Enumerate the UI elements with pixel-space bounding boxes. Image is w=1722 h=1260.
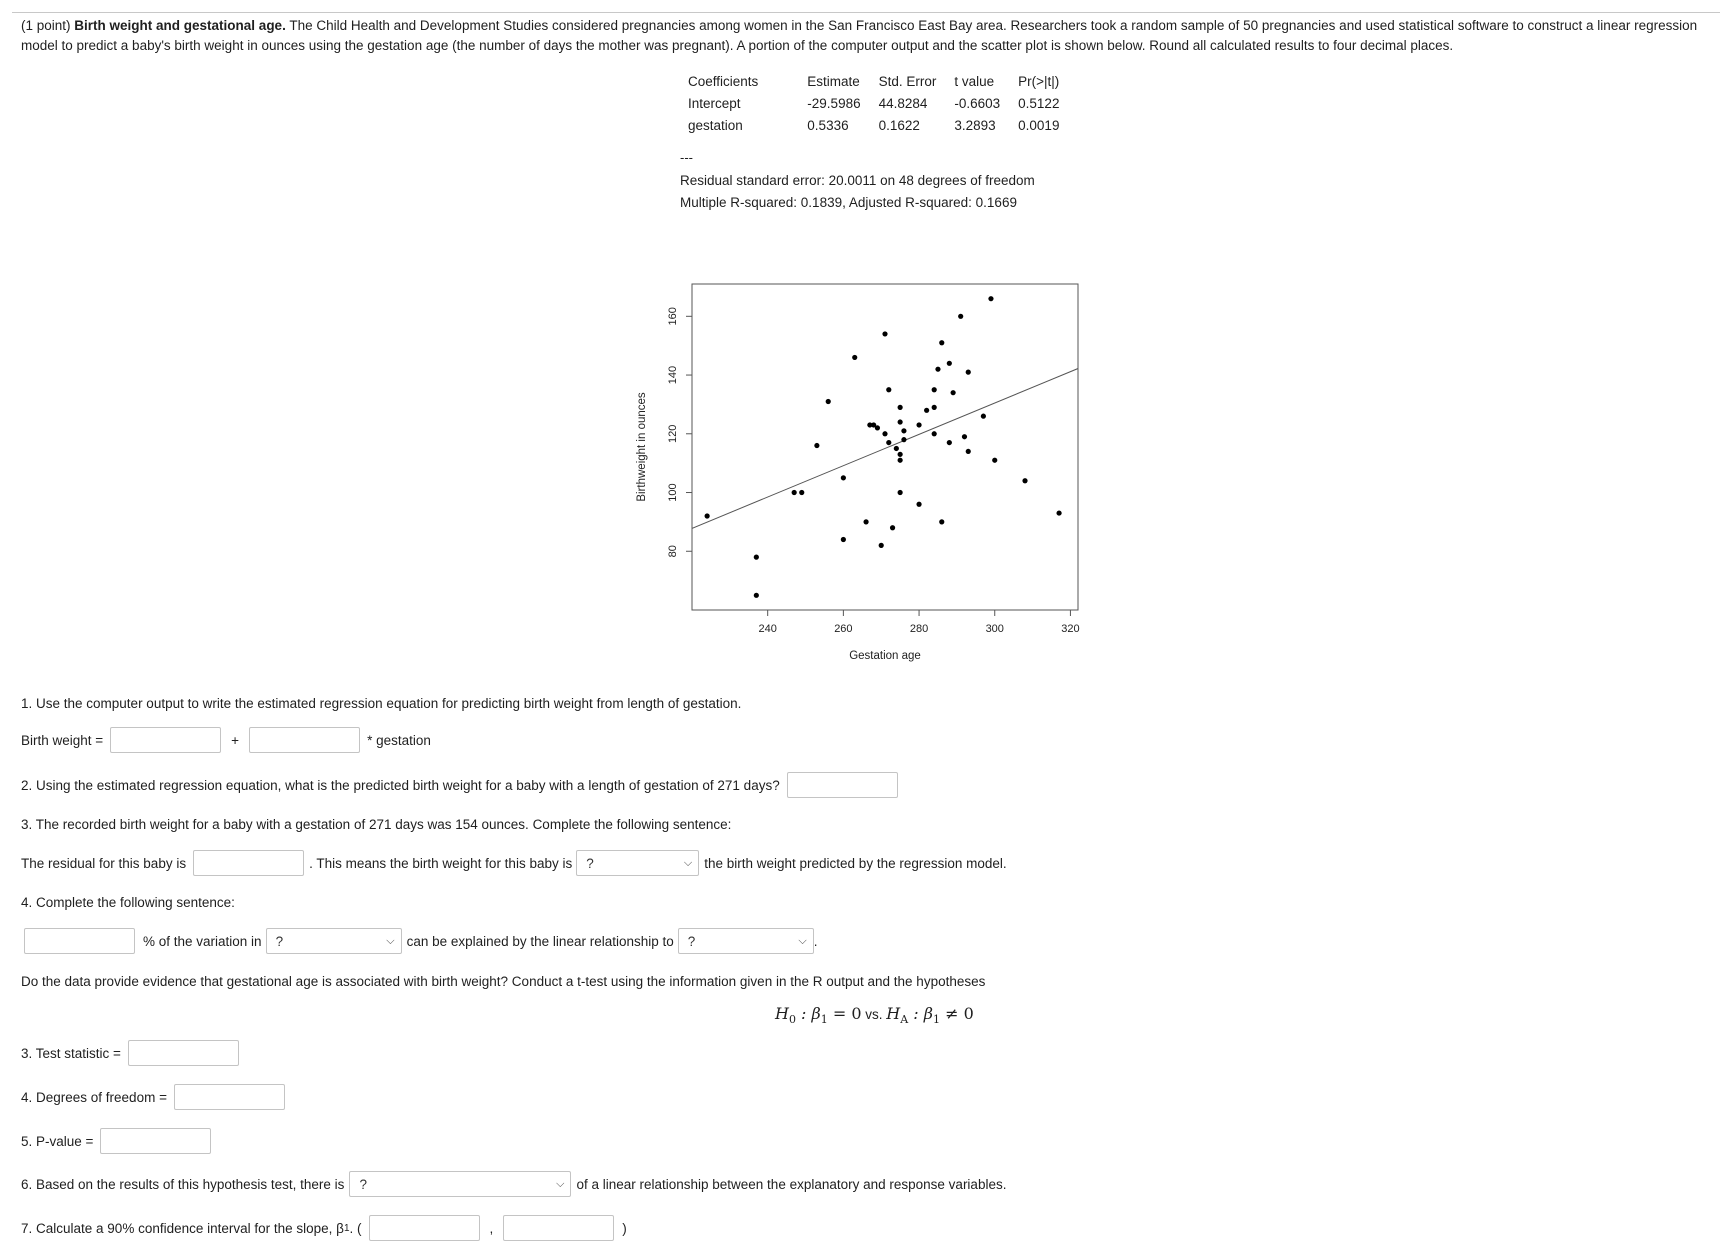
t5-row [21, 1127, 211, 1155]
q1-suffix: * gestation [367, 732, 431, 748]
data-point [754, 555, 759, 560]
select-value: ? [359, 1176, 367, 1192]
t3-row [21, 1039, 239, 1067]
cell: gestation [688, 117, 743, 133]
t7-sub: 1 [343, 1222, 350, 1234]
t4-label: 4. Degrees of freedom = [21, 1089, 167, 1105]
explanatory-variable-select[interactable] [678, 928, 814, 954]
cell: -0.6603 [954, 95, 1001, 111]
q4-period: . [813, 933, 818, 949]
ha-symbol: H [886, 1004, 901, 1023]
y-tick-label: 80 [667, 545, 679, 558]
scatter-plot [620, 272, 1100, 672]
ci-close: ) [622, 1220, 627, 1236]
q4-mid: can be explained by the linear relationship to [406, 933, 674, 949]
data-point [947, 440, 952, 445]
data-point [966, 449, 971, 454]
cell: Intercept [688, 95, 741, 111]
chevron-down-icon: ⌵ [556, 1177, 565, 1190]
ha-beta: : β [908, 1004, 934, 1023]
data-point [932, 431, 937, 436]
data-point [935, 367, 940, 372]
slope-input[interactable] [249, 727, 360, 753]
chevron-down-icon: ⌵ [798, 934, 807, 947]
data-point [951, 390, 956, 395]
data-point [705, 513, 710, 518]
data-point [924, 408, 929, 413]
data-point [898, 419, 903, 424]
cell: 0.0019 [1018, 117, 1060, 133]
t7-label: 7. Calculate a 90% confidence interval for the slope, β [21, 1220, 344, 1236]
top-divider [12, 12, 1720, 13]
y-tick-label: 120 [667, 424, 679, 443]
table-row [680, 92, 1068, 114]
select-value: ? [275, 933, 284, 949]
problem-intro [21, 16, 1711, 56]
degrees-of-freedom-input[interactable] [174, 1084, 285, 1110]
t6-label: 6. Based on the results of this hypothesis test, there is [21, 1176, 345, 1192]
chevron-down-icon: ⌵ [386, 934, 395, 947]
cell: 0.5122 [1018, 95, 1060, 111]
x-tick-label: 300 [985, 623, 1004, 635]
data-point [939, 340, 944, 345]
q4-text: 4. Complete the following sentence: [21, 894, 235, 910]
ha-sub: A [900, 1013, 909, 1027]
response-variable-select[interactable] [266, 928, 402, 954]
ci-lower-input[interactable] [369, 1215, 480, 1241]
data-point [898, 490, 903, 495]
h0-beta-sub: 1 [820, 1013, 828, 1027]
regression-output-table [680, 70, 1068, 136]
t7-after: . ( [349, 1220, 362, 1236]
data-point [894, 446, 899, 451]
y-axis-label: Birthweight in ounces [636, 392, 648, 502]
evidence-select[interactable] [349, 1171, 571, 1197]
data-point [879, 543, 884, 548]
h0-eq: = 0 [827, 1004, 862, 1023]
p-value-input[interactable] [100, 1128, 211, 1154]
data-point [958, 314, 963, 319]
data-point [1056, 510, 1061, 515]
data-point [799, 490, 804, 495]
x-tick-label: 260 [834, 623, 853, 635]
header-p-value: Pr(>|t|) [1018, 73, 1060, 89]
x-tick-label: 320 [1061, 623, 1080, 635]
q3-text: 3. The recorded birth weight for a baby with a gestation of 271 days was 154 ounces. Complete the following sentence: [21, 816, 732, 832]
data-point [939, 519, 944, 524]
header-std-error: Std. Error [878, 73, 937, 89]
residual-direction-select[interactable] [576, 850, 699, 876]
header-estimate: Estimate [807, 73, 860, 89]
q1-row [21, 726, 431, 754]
y-tick-label: 140 [667, 365, 679, 385]
data-point [863, 519, 868, 524]
data-point [886, 387, 891, 392]
q3-suffix: the birth weight predicted by the regression model. [704, 855, 1007, 871]
predicted-weight-input[interactable] [787, 772, 898, 798]
data-point [875, 425, 880, 430]
cell: 0.5336 [807, 117, 849, 133]
data-point [841, 475, 846, 480]
data-point [992, 458, 997, 463]
select-value: ? [586, 855, 594, 871]
percent-input[interactable] [24, 928, 135, 954]
data-point [882, 431, 887, 436]
data-point [890, 525, 895, 530]
data-point [898, 458, 903, 463]
q3-mid: . This means the birth weight for this baby is [309, 855, 573, 871]
h0-sub: 0 [788, 1013, 796, 1027]
data-point [932, 387, 937, 392]
data-point [1022, 478, 1027, 483]
data-point [901, 437, 906, 442]
data-point [841, 537, 846, 542]
data-point [947, 361, 952, 366]
data-point [981, 414, 986, 419]
q2-text: 2. Using the estimated regression equation, what is the predicted birth weight for a baby with a length of gestation of 271 days? [21, 777, 780, 793]
t7-row [21, 1214, 627, 1242]
data-point [754, 593, 759, 598]
t4-row [21, 1083, 285, 1111]
ha-beta-sub: 1 [933, 1013, 941, 1027]
q1-label: Birth weight = [21, 732, 104, 748]
test-statistic-input[interactable] [128, 1040, 239, 1066]
data-point [882, 331, 887, 336]
r-squared-line: Multiple R-squared: 0.1839, Adjusted R-squared: 0.1669 [680, 195, 1017, 210]
data-point [932, 405, 937, 410]
chevron-down-icon: ⌵ [683, 856, 693, 869]
q4-row [24, 927, 818, 955]
output-separator: --- [680, 150, 693, 165]
t6-row [21, 1170, 1006, 1198]
t6-suffix: of a linear relationship between the explanatory and response variables. [576, 1176, 1007, 1192]
cell: -29.5986 [807, 95, 861, 111]
ha-eq: ≠ 0 [940, 1004, 974, 1023]
header-coefficients: Coefficients [688, 73, 759, 89]
residual-se-line: Residual standard error: 20.0011 on 48 degrees of freedom [680, 173, 1035, 188]
ci-upper-input[interactable] [503, 1215, 614, 1241]
select-value: ? [687, 933, 696, 949]
q4-pct: % of the variation in [143, 933, 262, 949]
data-point [916, 422, 921, 427]
vs-label: vs. [861, 1007, 887, 1022]
ttest-text: Do the data provide evidence that gestational age is associated with birth weight? Conduct a t-test using the information given in the R output and the hypotheses [21, 973, 986, 989]
h0-symbol: H [775, 1004, 789, 1023]
data-point [826, 399, 831, 404]
x-tick-label: 240 [758, 623, 777, 635]
data-point [814, 443, 819, 448]
residual-input[interactable] [193, 850, 304, 876]
ci-comma: , [489, 1220, 494, 1236]
problem-text: The Child Health and Development Studies considered pregnancies among women in the San Francisco East Bay area. Researchers took a random sample of 50 pregnancies and used statistical software to construct a linear regression model to predict a baby's birth weight in ounces using the gestation age (the number of days the mother was pregnant). A portion of the computer output and the scatter plot is shown below. Round all calculated results to four decimal places. [21, 18, 1698, 53]
table-row [680, 114, 1068, 136]
table-header-row [680, 70, 1068, 92]
y-tick-label: 100 [667, 483, 679, 502]
data-point [962, 434, 967, 439]
data-point [792, 490, 797, 495]
regression-line [692, 369, 1078, 529]
y-tick-label: 160 [667, 307, 679, 326]
t5-label: 5. P-value = [21, 1133, 94, 1149]
x-axis-label: Gestation age [849, 650, 921, 662]
data-point [898, 405, 903, 410]
x-tick-label: 280 [909, 623, 929, 635]
data-point [988, 296, 993, 301]
plus-sign: + [231, 732, 240, 748]
header-t-value: t value [954, 73, 995, 89]
intercept-input[interactable] [110, 727, 221, 753]
h0-beta: : β [795, 1004, 821, 1023]
hypotheses [775, 1004, 974, 1026]
data-point [886, 440, 891, 445]
q2-row [21, 771, 898, 799]
data-point [916, 502, 921, 507]
t3-label: 3. Test statistic = [21, 1045, 121, 1061]
data-point [852, 355, 857, 360]
cell: 44.8284 [878, 95, 928, 111]
cell: 0.1622 [878, 117, 920, 133]
q1-text: 1. Use the computer output to write the estimated regression equation for predicting birth weight from length of gestation. [21, 695, 742, 711]
problem-title: Birth weight and gestational age. [74, 18, 286, 33]
data-point [901, 428, 906, 433]
data-point [966, 370, 971, 375]
q3-label: The residual for this baby is [21, 855, 187, 871]
cell: 3.2893 [954, 117, 996, 133]
q3-row [21, 849, 1007, 877]
points-label: (1 point) [21, 18, 71, 33]
data-point [898, 452, 903, 457]
